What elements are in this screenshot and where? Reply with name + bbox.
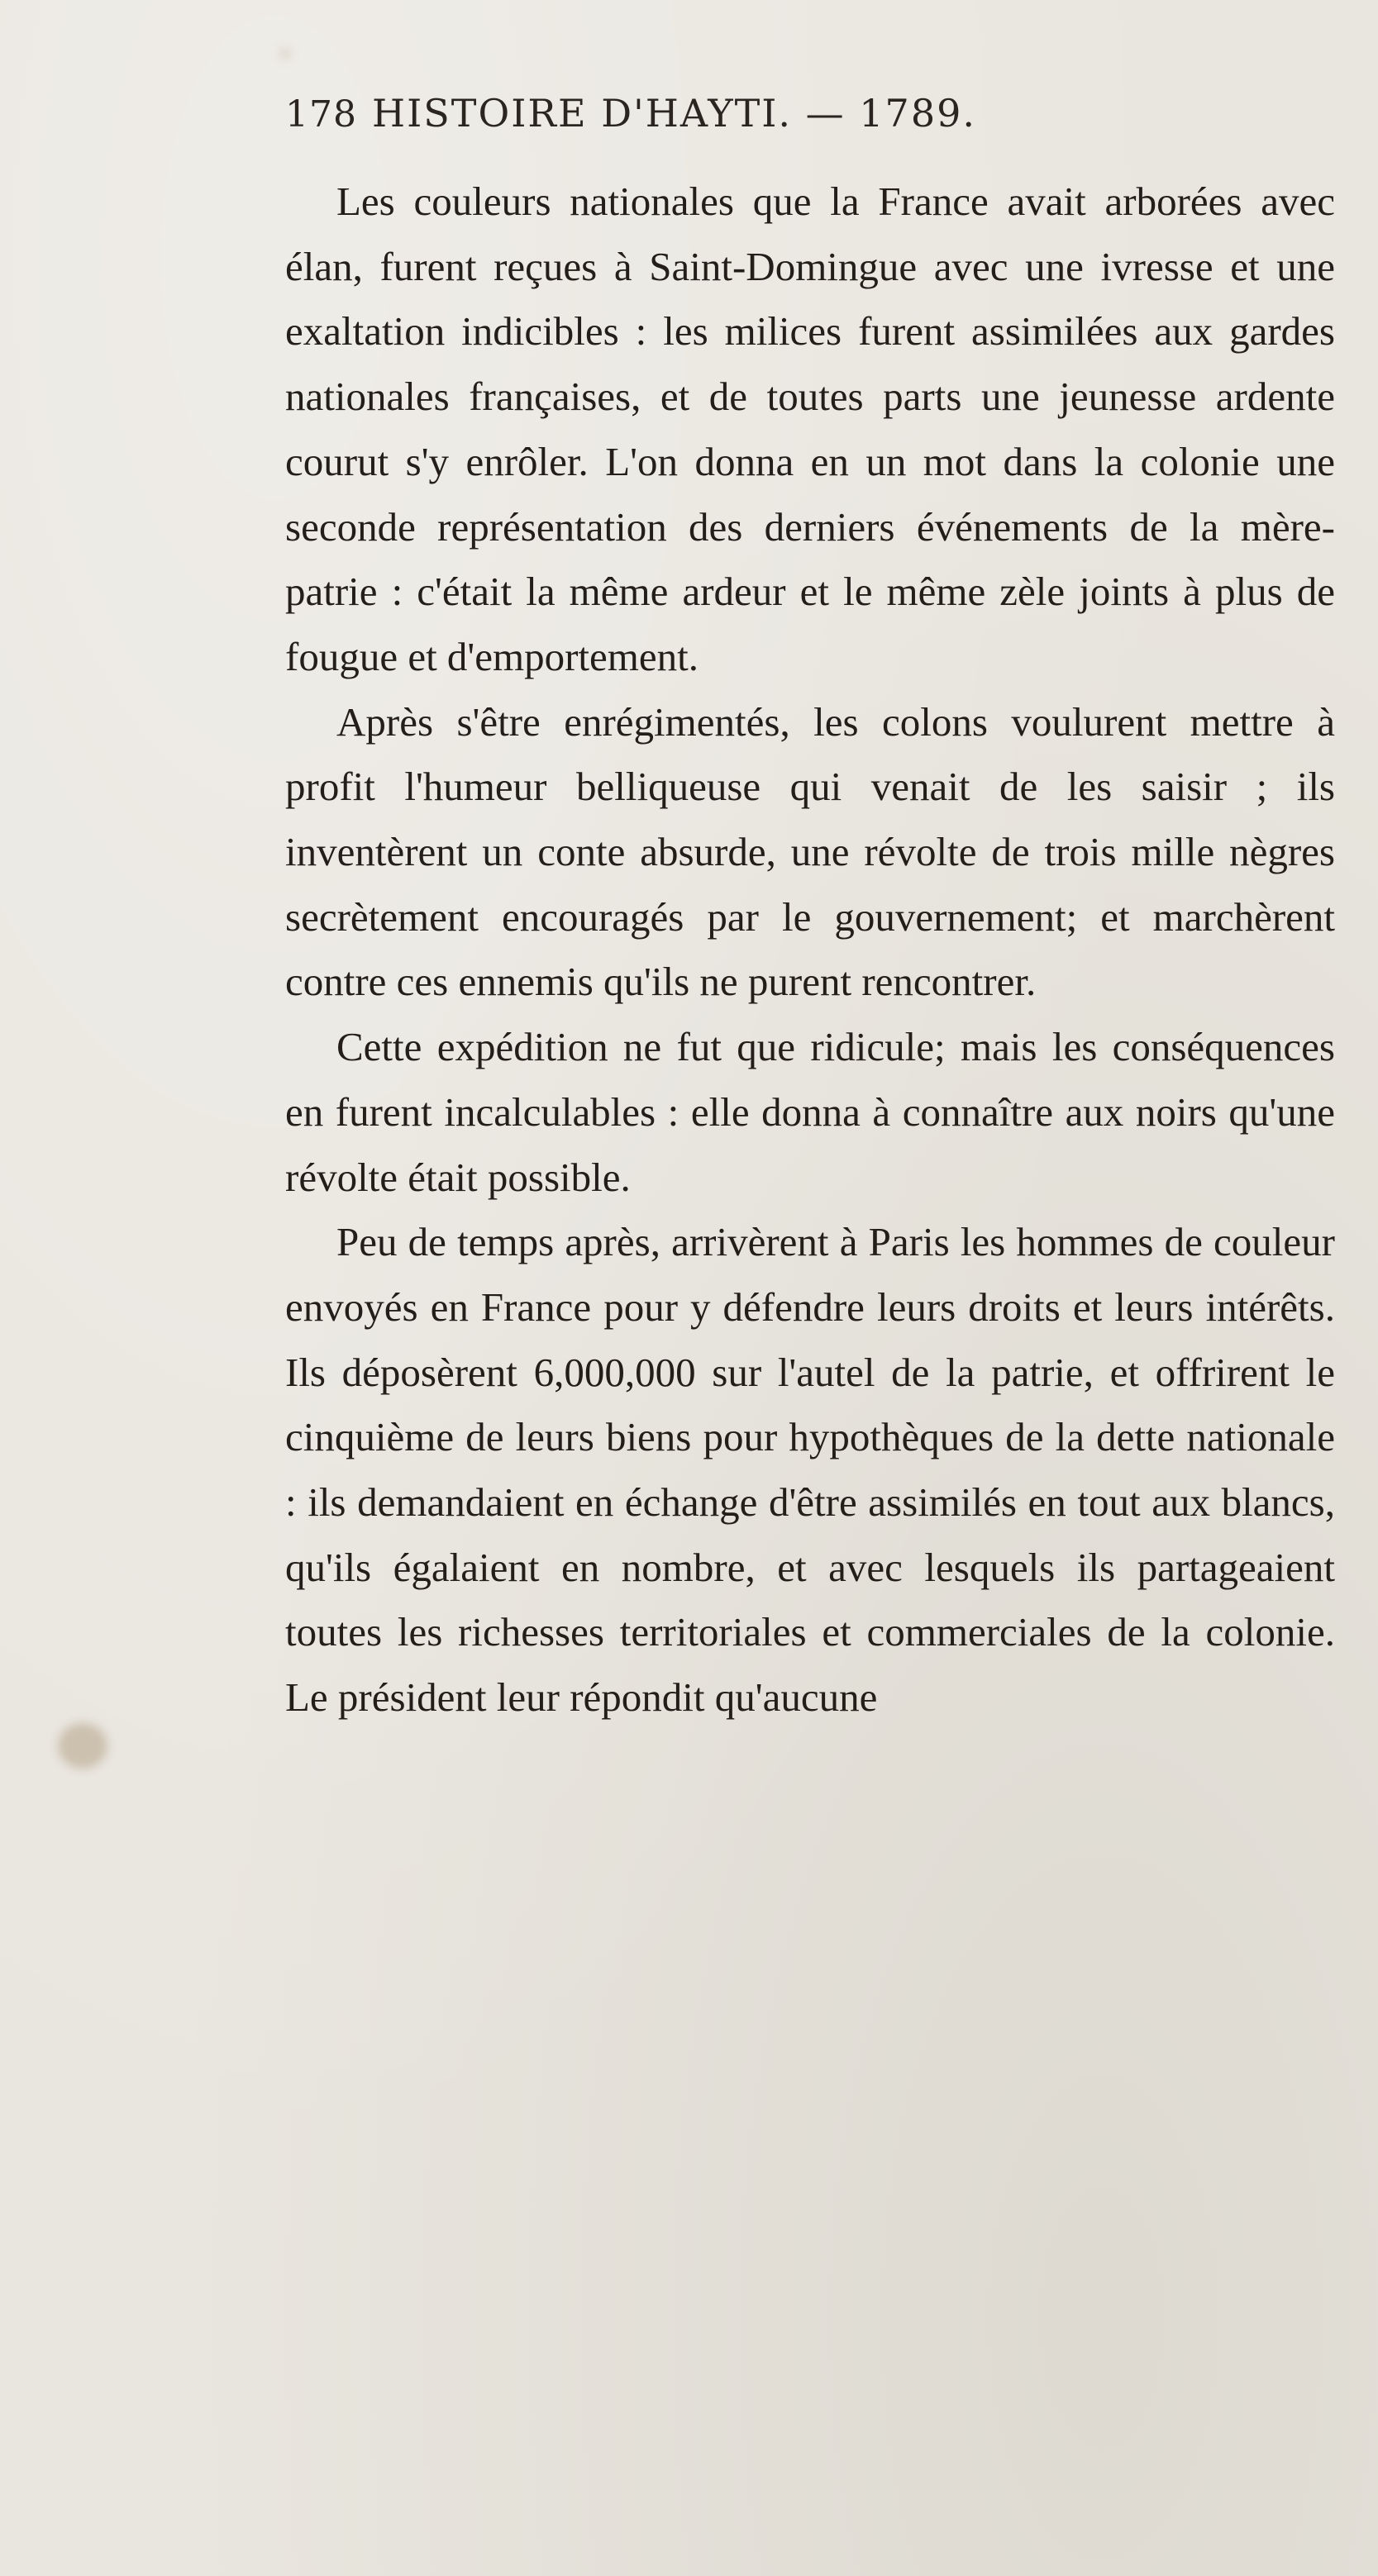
paper-speck <box>281 50 289 58</box>
paper-stain <box>58 1723 107 1769</box>
paragraph: Après s'être enrégimentés, les colons voulurent mettre à profit l'humeur belliqueuse qui venait de les saisir ; ils inventèrent un conte absurde, une révolte de trois mille nègres secrètement encouragés par le gouvernement; et marchèrent contre ces ennemis qu'ils ne purent rencontrer. <box>285 698 1335 1005</box>
body-text <box>285 169 1335 1731</box>
paragraph: Cette expédition ne fut que ridicule; mais les conséquences en furent incalculables : elle donna à connaître aux noirs qu'une révolte était possible. <box>285 1024 1335 1200</box>
running-title: HISTOIRE D'HAYTI. — 1789. <box>372 91 976 136</box>
page-header <box>285 91 1343 136</box>
page-number: 178 <box>285 93 357 136</box>
paragraph: Peu de temps après, arrivèrent à Paris les hommes de couleur envoyés en France pour y défendre leurs droits et leurs intérêts. Ils déposèrent 6,000,000 sur l'autel de la patrie, et offrirent le cinquième de leurs biens pour hypothèques de la dette nationale : ils demandaient en échange d'être assimilés en tout aux blancs, qu'ils égalaient en nombre, et avec lesquels ils partageaient toutes les richesses territoriales et commerciales de la colonie. Le président leur répondit qu'aucune <box>285 1219 1335 1721</box>
paragraph: Les couleurs nationales que la France avait arborées avec élan, furent reçues à Saint-Domingue avec une ivresse et une exaltation indicibles : les milices furent assimilées aux gardes nationales françaises, et de toutes parts une jeunesse ardente courut s'y enrôler. L'on donna en un mot dans la colonie une seconde représentation des derniers événements de la mère-patrie : c'était la même ardeur et le même zèle joints à plus de fougue et d'emportement. <box>285 179 1335 679</box>
